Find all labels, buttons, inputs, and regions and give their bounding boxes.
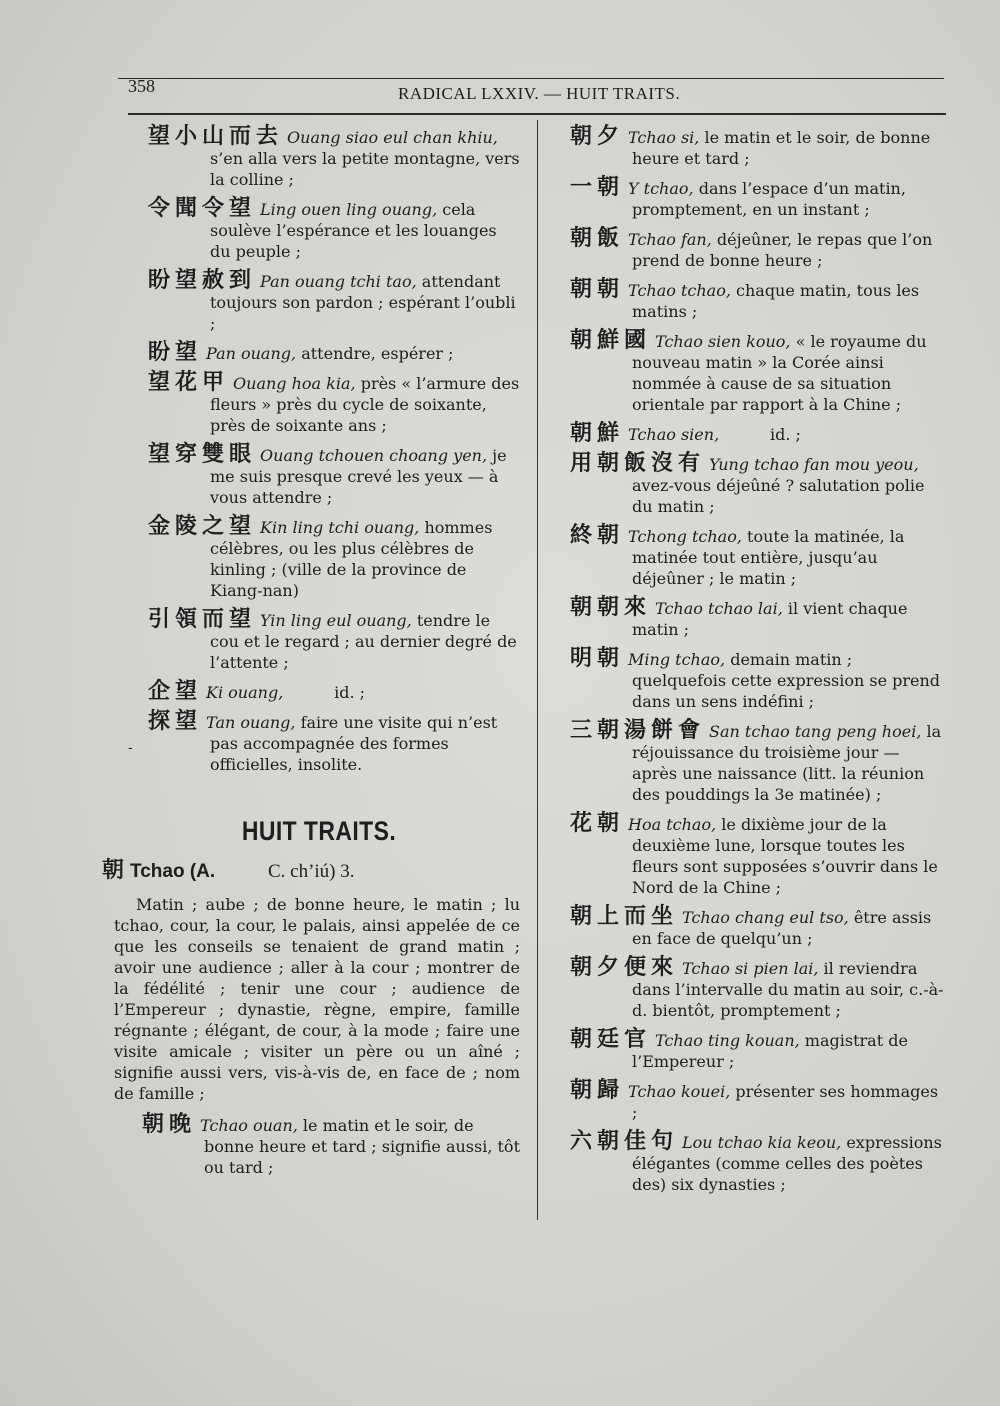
entry-text: présenter ses hommages ;: [632, 1082, 939, 1122]
dict-entry: [142, 1114, 520, 1178]
entry-chars: 朝歸: [570, 1078, 625, 1103]
main-character: 朝: [102, 858, 125, 883]
entry-text: le dixième jour de la deuxième lune, lorsque toutes les fleurs sont supposées s’ouvrir dans le Nord de la Chine ;: [632, 815, 938, 897]
entry-romanization: Yin ling eul ouang,: [260, 611, 412, 630]
entry-chars: 三朝湯餅會: [570, 718, 706, 743]
entry-text: attendre, espérer ;: [296, 344, 454, 363]
dict-entry: [570, 720, 948, 805]
entry-romanization: Ki ouang,: [206, 683, 284, 702]
entry-romanization: Tchao si,: [628, 128, 700, 147]
entry-chars: 朝夕便來: [570, 955, 679, 980]
entry-chars: 望花甲: [148, 370, 230, 395]
dict-entry: [148, 609, 520, 673]
entry-chars: 朝上而坐: [570, 904, 679, 929]
entry-text: je me suis presque crevé les yeux — à vous attendre ;: [210, 446, 507, 507]
entry-chars: 終朝: [570, 523, 625, 548]
entry-chars: 望穿雙眼: [148, 442, 257, 467]
dict-entry: [570, 648, 948, 712]
left-column: [102, 124, 520, 1186]
entry-romanization: Tchao tchao lai,: [655, 599, 783, 618]
dict-entry: [570, 423, 948, 445]
entry-chars: 探望: [148, 709, 203, 734]
dict-entry: [570, 1029, 948, 1072]
entry-chars: 令聞令望: [148, 196, 257, 221]
entry-chars: 明朝: [570, 646, 625, 671]
entry-chars: 用朝飯沒有: [570, 451, 706, 476]
dict-entry: [148, 126, 520, 190]
dict-entry: [570, 126, 948, 169]
entry-romanization: Hoa tchao,: [628, 815, 717, 834]
entry-text: « le royaume du nouveau matin » la Corée ainsi nommée à cause de sa situation orientale par rapport à la Chine ;: [632, 332, 927, 414]
entry-chars: 金陵之望: [148, 514, 257, 539]
entry-chars: 六朝佳句: [570, 1129, 679, 1154]
entry-romanization: Tchao sien kouo,: [655, 332, 791, 351]
entry-text: toute la matinée, la matinée tout entière, jusqu’au déjeûner ; le matin ;: [632, 527, 905, 588]
entry-romanization: Lou tchao kia keou,: [682, 1133, 842, 1152]
entry-romanization: Tchao ting kouan,: [655, 1031, 800, 1050]
header-rule: [128, 113, 946, 115]
entry-romanization: Pan ouang,: [206, 344, 297, 363]
section-title: HUIT TRAITS.: [241, 816, 397, 846]
dict-entry: [570, 1080, 948, 1123]
entry-romanization: Ling ouen ling ouang,: [260, 200, 438, 219]
entry-text: demain matin ; quelquefois cette expression se prend dans un sens indéfini ;: [632, 650, 941, 711]
entry-romanization: Tchao si pien lai,: [682, 959, 819, 978]
entry-chars: 朝鮮: [570, 421, 625, 446]
entry-chars: 朝鮮國: [570, 328, 652, 353]
entry-chars: 朝飯: [570, 226, 625, 251]
right-column: [570, 126, 948, 1203]
entry-romanization: Y tchao,: [628, 179, 694, 198]
entry-romanization: Tchao tchao,: [628, 281, 731, 300]
entry-text: id. ;: [283, 683, 366, 702]
entry-chars: 盼望: [148, 340, 203, 365]
entry-romanization: Tchao kouei,: [628, 1082, 731, 1101]
dict-entry: [570, 597, 948, 640]
entry-text: id. ;: [719, 425, 801, 444]
entry-romanization: Tchao ouan,: [200, 1116, 298, 1135]
entry-chars: 引領而望: [148, 607, 257, 632]
dict-entry: [148, 444, 520, 508]
definition-paragraph: Matin ; aube ; de bonne heure, le matin ; lu tchao, cour, la cour, le palais, ainsi appelée de ce que les conseils se tenaient de grand matin ; avoir une audience ; aller à la cour ; montrer de la fédélité ; tenir une cour ; audience de l’Empereur ; dynastie, règne, empire, famille régnante ; élégant, de cour, à la mode ; faire une visite amicale ; visiter un père ou un aîné ; signifie aussi vers, vis-à-vis de, en face de ; nom de famille ;: [114, 895, 520, 1103]
entry-text: il vient chaque matin ;: [632, 599, 908, 639]
dict-entry: [570, 279, 948, 322]
entry-chars: 朝夕: [570, 124, 625, 149]
entry-chars: 朝朝: [570, 277, 625, 302]
entry-text: s’en alla vers la petite montagne, vers la colline ;: [210, 149, 520, 189]
dict-entry: [148, 342, 520, 364]
entry-chars: 企望: [148, 679, 203, 704]
entry-chars: 花朝: [570, 811, 625, 836]
entry-text: magistrat de l’Empereur ;: [632, 1031, 908, 1071]
main-character-heading: [102, 860, 520, 882]
entry-chars: 朝廷官: [570, 1027, 652, 1052]
entry-romanization: Ouang hoa kia,: [233, 374, 356, 393]
entry-chars: 一朝: [570, 175, 625, 200]
entry-text: cela soulève l’espérance et les louanges du peuple ;: [210, 200, 497, 261]
dict-entry: [570, 453, 948, 517]
entry-text: dans l’espace d’un matin, promptement, en un instant ;: [632, 179, 906, 219]
entry-text: le matin et le soir, de bonne heure et tard ;: [632, 128, 931, 168]
entry-text: attendant toujours son pardon ; espérant l’oubli ;: [210, 272, 516, 333]
entry-text: déjeûner, le repas que l’on prend de bonne heure ;: [632, 230, 933, 270]
entry-text: près « l’armure des fleurs » près du cycle de soixante, près de soixante ans ;: [210, 374, 520, 435]
entry-chars: 盼望赦到: [148, 268, 257, 293]
dict-entry: [148, 711, 520, 775]
entry-romanization: Ming tchao,: [628, 650, 726, 669]
entry-text: hommes célèbres, ou les plus célèbres de kinling ; (ville de la province de Kiang-nan): [210, 518, 493, 600]
column-divider: [537, 120, 538, 1220]
entry-text: la réjouissance du troisième jour — après une naissance (litt. la réunion des pouddings la 3e matinée) ;: [632, 722, 942, 804]
dict-entry: [148, 372, 520, 436]
entry-romanization: San tchao tang peng hoei,: [709, 722, 922, 741]
main-character-code: C. ch’iú) 3.: [267, 861, 355, 882]
entry-text: faire une visite qui n’est pas accompagnée des formes officielles, insolite.: [210, 713, 498, 774]
running-head: RADICAL LXXIV. — HUIT TRAITS.: [398, 84, 681, 103]
entry-romanization: Pan ouang tchi tao,: [260, 272, 417, 291]
entry-romanization: Ouang tchouen choang yen,: [260, 446, 488, 465]
entry-text: le matin et le soir, de bonne heure et tard ; signifie aussi, tôt ou tard ;: [204, 1116, 520, 1177]
dict-entry: [148, 681, 520, 703]
entry-text: chaque matin, tous les matins ;: [632, 281, 920, 321]
entry-romanization: Tan ouang,: [206, 713, 296, 732]
page-header: [118, 70, 946, 110]
dict-entry: [148, 198, 520, 262]
dict-entry: [148, 516, 520, 601]
dict-entry: [570, 957, 948, 1021]
entry-text: tendre le cou et le regard ; au dernier degré de l’attente ;: [210, 611, 517, 672]
dict-entry: [570, 525, 948, 589]
margin-dash: -: [128, 740, 133, 756]
dict-entry: [570, 906, 948, 949]
page-number: 358: [128, 76, 155, 96]
entry-chars: 望小山而去: [148, 124, 284, 149]
entry-romanization: Tchong tchao,: [628, 527, 742, 546]
entry-text: il reviendra dans l’intervalle du matin au soir, c.-à-d. bientôt, promptement ;: [632, 959, 944, 1020]
dict-entry: [570, 177, 948, 220]
entry-romanization: Kin ling tchi ouang,: [260, 518, 420, 537]
entry-romanization: Tchao fan,: [628, 230, 712, 249]
dict-entry: [148, 270, 520, 334]
dict-entry: [570, 228, 948, 271]
main-character-label: Tchao (A.: [130, 861, 216, 882]
entry-romanization: Ouang siao eul chan khiu,: [287, 128, 498, 147]
dict-entry: [570, 330, 948, 415]
entry-chars: 朝朝來: [570, 595, 652, 620]
entry-text: avez-vous déjeûné ? salutation polie du matin ;: [632, 476, 925, 516]
entry-text: expressions élégantes (comme celles des poètes des) six dynasties ;: [632, 1133, 942, 1194]
entry-romanization: Tchao chang eul tso,: [682, 908, 849, 927]
entry-text: être assis en face de quelqu’un ;: [632, 908, 932, 948]
entry-romanization: Yung tchao fan mou yeou,: [709, 455, 919, 474]
entry-chars: 朝晚: [142, 1112, 197, 1137]
dict-entry: [570, 1131, 948, 1195]
entry-romanization: Tchao sien,: [628, 425, 720, 444]
dict-entry: [570, 813, 948, 898]
